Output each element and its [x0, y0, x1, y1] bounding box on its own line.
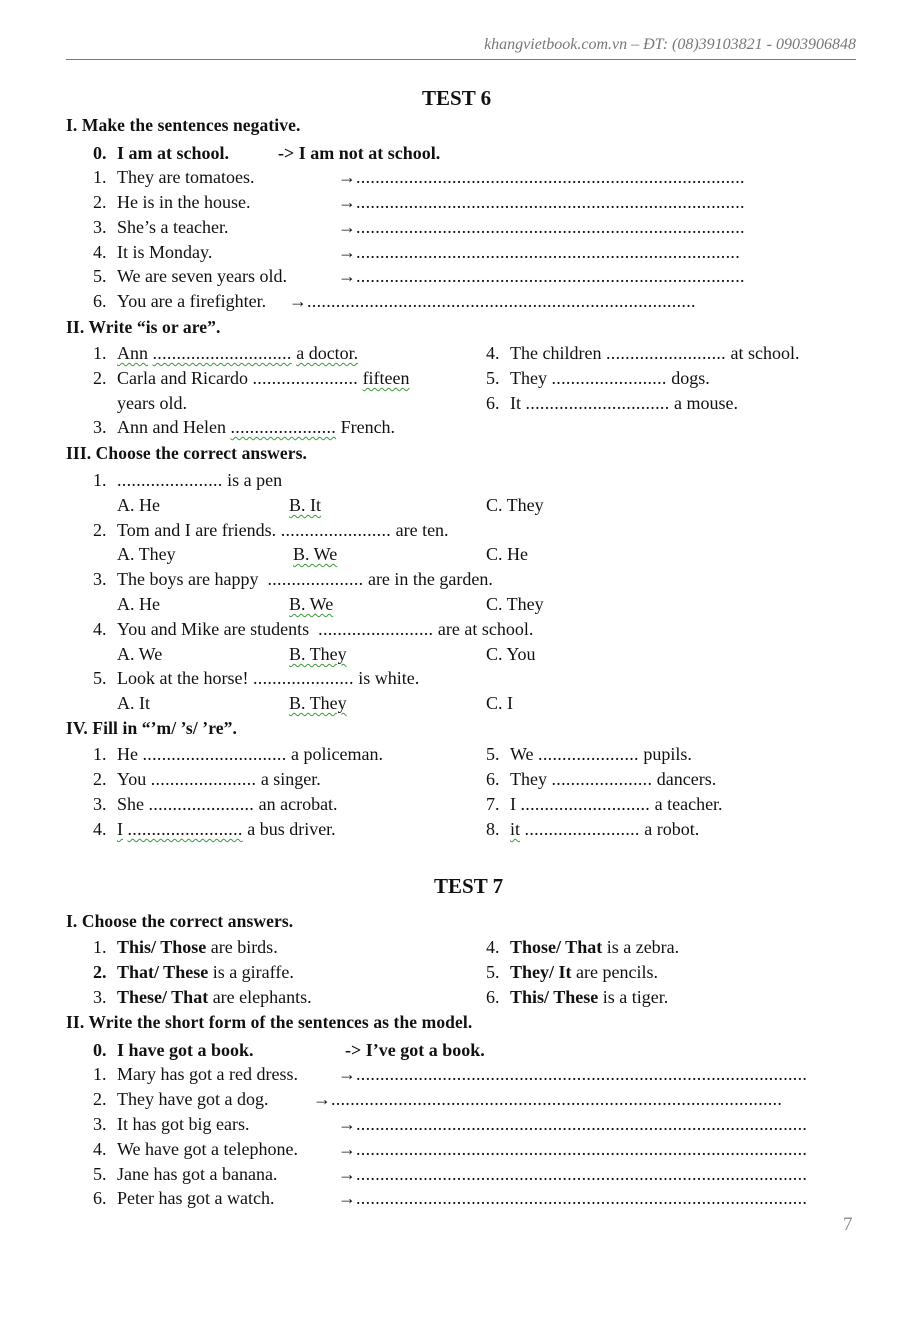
item-number: 7. [486, 794, 500, 814]
choice-options[interactable]: This/ Those [117, 937, 207, 957]
test7-s2-answer-2[interactable] [313, 1090, 782, 1108]
arrow-icon: → [338, 1064, 356, 1084]
example-sentence: I am at school. [117, 143, 229, 163]
option-a[interactable]: A. They [117, 544, 176, 564]
option-a[interactable]: A. We [117, 644, 163, 664]
item-rest: a robot. [644, 819, 700, 839]
item-rest: a policeman. [291, 744, 383, 764]
test7-title: TEST 7 [434, 874, 504, 898]
item-subject: Ann [117, 343, 148, 363]
answer-blank[interactable]: ...................... [148, 794, 255, 814]
test6-s1-answer-3[interactable] [338, 218, 745, 236]
test7-s1-item-4 [486, 938, 679, 956]
option-b[interactable]: B. We [289, 594, 334, 614]
answer-blank[interactable]: ..................... [538, 744, 639, 764]
item-subject: I [117, 819, 123, 839]
option-a[interactable]: A. He [117, 495, 160, 515]
answer-blank[interactable]: ....................... [280, 520, 392, 540]
test7-s2-item-6 [93, 1189, 274, 1207]
answer-blank[interactable]: ...................... [117, 470, 223, 490]
item-number: 2. [93, 368, 107, 388]
item-sentence: We have got a telephone. [117, 1139, 298, 1159]
answer-blank[interactable]: ...................... [150, 769, 257, 789]
test6-s3-q5 [93, 669, 419, 687]
test6-s1-example-answer: -> I am not at school. [278, 143, 441, 163]
test6-s2-item-2 [93, 369, 410, 387]
answer-blank[interactable]: ................................................................................. [356, 266, 745, 286]
item-number: 3. [93, 217, 107, 237]
arrow-icon: → [338, 242, 356, 262]
item-subject: They [510, 769, 547, 789]
option-c[interactable]: C. He [486, 544, 528, 564]
test6-s4-item-1 [93, 745, 383, 763]
choice-options[interactable]: They/ It [510, 962, 572, 982]
test6-s2-item-3 [93, 418, 395, 436]
test7-s1-item-1 [93, 938, 278, 956]
item-sentence: It has got big ears. [117, 1114, 250, 1134]
item-number: 5. [93, 668, 107, 688]
item-subject: It [510, 393, 521, 413]
test6-s3-q4 [93, 620, 533, 638]
answer-blank[interactable]: ................................................................................. [356, 192, 745, 212]
test7-s1-item-5 [486, 963, 658, 981]
answer-blank[interactable]: .............................................................................................. [356, 1064, 808, 1084]
item-subject: Ann and Helen [117, 417, 226, 437]
example-sentence: I have got a book. [117, 1040, 254, 1060]
choice-options[interactable]: Those/ That [510, 937, 603, 957]
test7-s1-item-3 [93, 988, 312, 1006]
test6-s1-item-5 [93, 267, 287, 285]
answer-blank[interactable]: ............................. [152, 343, 292, 363]
item-rest: is a tiger. [602, 987, 669, 1007]
page-number: 7 [843, 1214, 853, 1235]
item-number: 6. [486, 769, 500, 789]
question-text: The boys are happy [117, 569, 259, 589]
item-sentence: They have got a dog. [117, 1089, 269, 1109]
item-sentence: Mary has got a red dress. [117, 1064, 298, 1084]
test7-section1-heading: I. Choose the correct answers. [66, 911, 294, 931]
item-number: 1. [93, 937, 107, 957]
item-number: 3. [93, 569, 107, 589]
option-a[interactable]: A. It [117, 693, 150, 713]
test7-s2-answer-4[interactable] [338, 1140, 807, 1158]
test7-s2-answer-5[interactable] [338, 1165, 807, 1183]
arrow-icon: → [313, 1089, 331, 1109]
answer-blank[interactable]: .............................................................................................. [356, 1139, 808, 1159]
header-divider [66, 59, 856, 60]
test6-s4-item-7 [486, 795, 723, 813]
item-rest: are pencils. [576, 962, 658, 982]
item-rest: dogs. [671, 368, 710, 388]
item-number: 4. [93, 819, 107, 839]
test6-s4-item-3 [93, 795, 338, 813]
test6-s1-item-4 [93, 243, 212, 261]
question-text: Tom and I are friends. [117, 520, 277, 540]
item-rest: fifteen [362, 368, 410, 388]
test7-s2-item-3 [93, 1115, 249, 1133]
item-number: 2. [93, 962, 107, 982]
answer-blank[interactable]: .............................................................................................. [356, 1114, 808, 1134]
test6-title: TEST 6 [422, 86, 492, 110]
test7-s2-example [93, 1041, 254, 1059]
question-text: is white. [358, 668, 420, 688]
test6-s1-item-2 [93, 193, 250, 211]
test6-section3-heading: III. Choose the correct answers. [66, 443, 308, 463]
answer-blank[interactable]: .............................................................................................. [356, 1164, 808, 1184]
test6-s2-item-4 [486, 344, 799, 362]
question-text: are in the garden. [367, 569, 493, 589]
test7-section2-heading: II. Write the short form of the sentences as the model. [66, 1012, 473, 1032]
item-subject: They [510, 368, 547, 388]
answer-blank[interactable]: ................................................................................. [307, 291, 696, 311]
item-number: 5. [486, 962, 500, 982]
arrow-icon: → [338, 167, 356, 187]
test6-section2-heading: II. Write “is or are”. [66, 317, 221, 337]
test7-s2-answer-3[interactable] [338, 1115, 807, 1133]
test6-s3-q3 [93, 570, 493, 588]
item-rest: French. [340, 417, 396, 437]
choice-options[interactable]: That/ These [117, 962, 209, 982]
choice-options[interactable]: This/ These [510, 987, 599, 1007]
item-number: 1. [93, 1064, 107, 1084]
test7-s1-item-2 [93, 963, 294, 981]
test6-s4-item-8 [486, 820, 699, 838]
test6-s4-item-4 [93, 820, 336, 838]
test6-s1-answer-4[interactable] [338, 243, 740, 261]
test6-s1-answer-5[interactable] [338, 267, 745, 285]
answer-blank[interactable]: ................................................................................. [356, 217, 745, 237]
arrow-icon: → [289, 291, 307, 311]
item-number: 1. [93, 167, 107, 187]
item-rest: at school. [730, 343, 800, 363]
item-number: 8. [486, 819, 500, 839]
item-number: 4. [93, 242, 107, 262]
answer-blank[interactable]: ........................ [551, 368, 667, 388]
item-subject: I [510, 794, 516, 814]
answer-blank[interactable]: ......................... [605, 343, 726, 363]
choice-options[interactable]: These/ That [117, 987, 209, 1007]
option-c[interactable]: C. They [486, 495, 544, 515]
test6-s2-item-5 [486, 369, 710, 387]
item-number: 4. [486, 343, 500, 363]
item-number: 2. [93, 192, 107, 212]
item-number: 3. [93, 794, 107, 814]
item-number: 6. [486, 987, 500, 1007]
test7-s1-item-6 [486, 988, 668, 1006]
item-rest: an acrobat. [258, 794, 338, 814]
question-text: are ten. [395, 520, 449, 540]
question-text: are at school. [437, 619, 534, 639]
answer-blank[interactable]: .............................................................................................. [356, 1188, 808, 1208]
answer-blank[interactable]: ................................................................................ [356, 242, 740, 262]
item-rest: a mouse. [674, 393, 738, 413]
test6-s2-item-2-cont: years old. [117, 393, 187, 413]
test6-s1-answer-6[interactable] [289, 292, 696, 310]
item-subject: She [117, 794, 144, 814]
answer-blank[interactable]: ...................... [230, 417, 337, 437]
item-rest: are birds. [210, 937, 278, 957]
test7-s2-answer-1[interactable] [338, 1065, 807, 1083]
item-number: 2. [93, 520, 107, 540]
option-b[interactable]: B. It [289, 495, 322, 515]
test6-s2-item-6 [486, 394, 738, 412]
item-number: 5. [486, 744, 500, 764]
arrow-icon: → [338, 266, 356, 286]
test6-s1-answer-2[interactable] [338, 193, 745, 211]
item-number: 4. [93, 619, 107, 639]
answer-blank[interactable]: .............................. [142, 744, 287, 764]
test6-s3-q1 [93, 471, 282, 489]
page-header: khangvietbook.com.vn – ĐT: (08)39103821 - 0903906848 [484, 36, 856, 53]
question-text: You and Mike are students [117, 619, 310, 639]
test7-s2-answer-6[interactable] [338, 1189, 807, 1207]
test6-s4-item-2 [93, 770, 321, 788]
item-subject: Carla and Ricardo [117, 368, 248, 388]
item-sentence: They are tomatoes. [117, 167, 255, 187]
test6-s1-item-1 [93, 168, 254, 186]
item-sentence: Peter has got a watch. [117, 1188, 275, 1208]
option-b[interactable]: B. They [289, 644, 347, 664]
answer-blank[interactable]: ........................ [524, 819, 640, 839]
item-rest: is a zebra. [606, 937, 680, 957]
option-c[interactable]: C. You [486, 644, 536, 664]
item-number: 0. [93, 1040, 107, 1060]
answer-blank[interactable]: ..................... [252, 668, 354, 688]
answer-blank[interactable]: .............................. [525, 393, 670, 413]
answer-blank[interactable]: ................................................................................. [356, 167, 745, 187]
test7-s2-item-5 [93, 1165, 277, 1183]
answer-blank[interactable]: .................... [267, 569, 364, 589]
option-b[interactable]: B. We [293, 544, 338, 564]
item-number: 0. [93, 143, 107, 163]
test6-section1-heading: I. Make the sentences negative. [66, 115, 301, 135]
item-subject: We [510, 744, 534, 764]
arrow-icon: → [338, 1188, 356, 1208]
item-number: 6. [93, 1188, 107, 1208]
item-sentence: Jane has got a banana. [117, 1164, 278, 1184]
item-sentence: She’s a teacher. [117, 217, 229, 237]
arrow-icon: → [338, 192, 356, 212]
item-rest: is a giraffe. [212, 962, 294, 982]
arrow-icon: → [338, 1164, 356, 1184]
item-rest: a singer. [260, 769, 321, 789]
answer-blank[interactable]: ........................... [520, 794, 651, 814]
item-rest: a bus driver. [247, 819, 336, 839]
item-rest: are elephants. [212, 987, 312, 1007]
test6-s1-item-3 [93, 218, 228, 236]
item-number: 1. [93, 343, 107, 363]
test7-s2-item-4 [93, 1140, 298, 1158]
item-rest: a teacher. [654, 794, 723, 814]
item-sentence: We are seven years old. [117, 266, 287, 286]
arrow-icon: → [338, 1139, 356, 1159]
item-number: 3. [93, 417, 107, 437]
test7-s2-example-answer: -> I’ve got a book. [345, 1040, 485, 1060]
test6-s1-example [93, 144, 229, 162]
item-subject: The children [510, 343, 602, 363]
item-rest: dancers. [656, 769, 717, 789]
test6-section4-heading: IV. Fill in “’m/ ’s/ ’re”. [66, 718, 237, 738]
test6-s1-item-6 [93, 292, 266, 310]
answer-blank[interactable]: ........................ [127, 819, 243, 839]
item-number: 3. [93, 987, 107, 1007]
item-rest: a doctor. [296, 343, 359, 363]
test6-s4-item-5 [486, 745, 692, 763]
option-b[interactable]: B. They [289, 693, 347, 713]
item-number: 3. [93, 1114, 107, 1134]
test7-s2-item-2 [93, 1090, 268, 1108]
item-number: 5. [93, 1164, 107, 1184]
item-rest: pupils. [643, 744, 692, 764]
option-c[interactable]: C. They [486, 594, 544, 614]
test7-s2-item-1 [93, 1065, 298, 1083]
test6-s1-answer-1[interactable] [338, 168, 745, 186]
test6-s4-item-6 [486, 770, 716, 788]
item-number: 1. [93, 744, 107, 764]
arrow-icon: → [338, 1114, 356, 1134]
item-number: 4. [93, 1139, 107, 1159]
item-subject: He [117, 744, 138, 764]
item-subject: You [117, 769, 147, 789]
option-c[interactable]: C. I [486, 693, 513, 713]
item-number: 2. [93, 1089, 107, 1109]
item-number: 4. [486, 937, 500, 957]
item-number: 6. [486, 393, 500, 413]
test6-s3-q2 [93, 521, 449, 539]
item-sentence: You are a firefighter. [117, 291, 267, 311]
answer-blank[interactable]: ...................... [252, 368, 359, 388]
answer-blank[interactable]: .............................................................................................. [331, 1089, 783, 1109]
question-text: Look at the horse! [117, 668, 249, 688]
item-number: 5. [486, 368, 500, 388]
item-number: 5. [93, 266, 107, 286]
answer-blank[interactable]: ........................ [318, 619, 434, 639]
arrow-icon: → [338, 217, 356, 237]
item-number: 6. [93, 291, 107, 311]
item-number: 1. [93, 470, 107, 490]
item-sentence: It is Monday. [117, 242, 213, 262]
item-sentence: He is in the house. [117, 192, 251, 212]
option-a[interactable]: A. He [117, 594, 160, 614]
item-number: 2. [93, 769, 107, 789]
test6-s2-item-1 [93, 344, 358, 362]
question-text: is a pen [227, 470, 283, 490]
item-subject: it [510, 819, 521, 839]
answer-blank[interactable]: ..................... [551, 769, 653, 789]
